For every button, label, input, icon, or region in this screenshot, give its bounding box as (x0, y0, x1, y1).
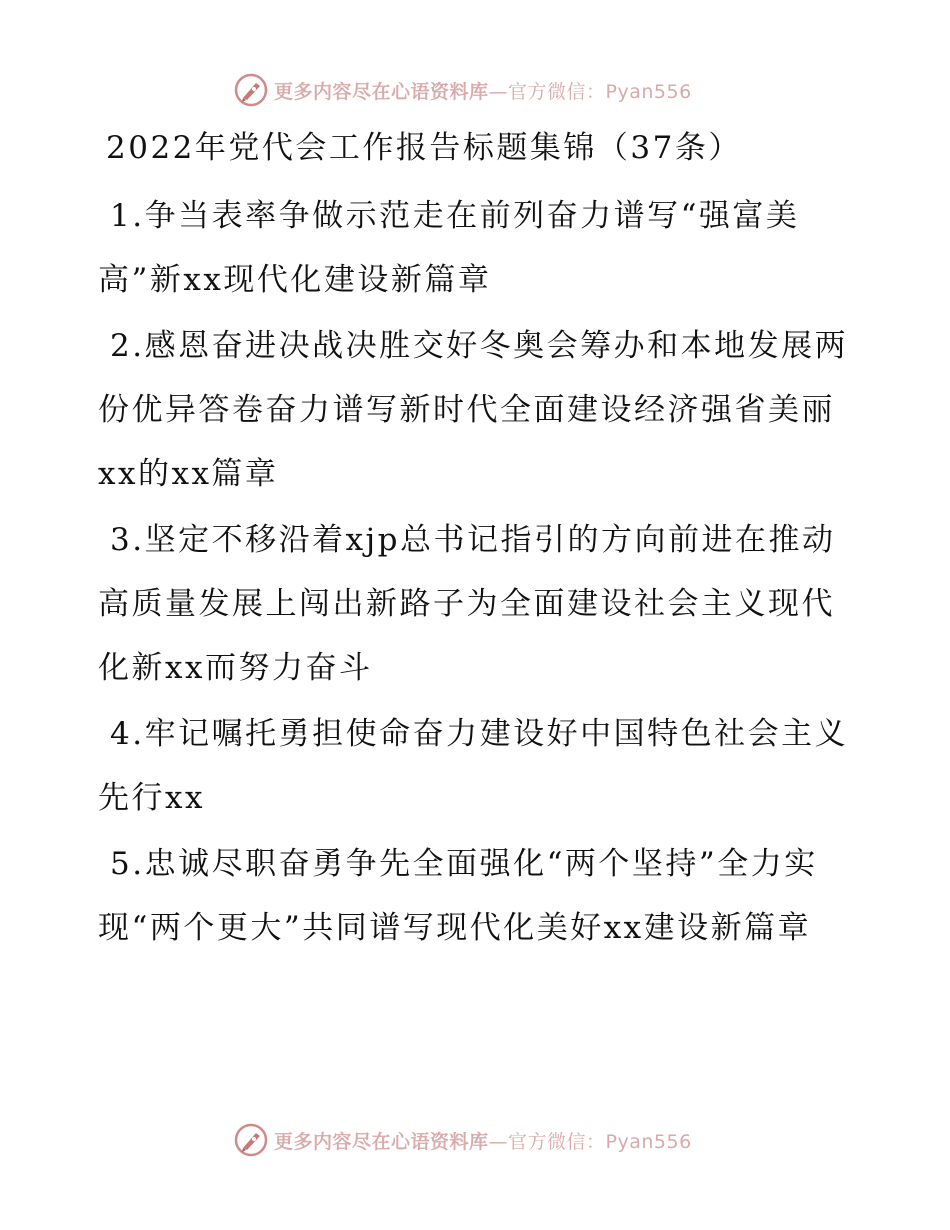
watermark-text (274, 77, 692, 104)
watermark-contact: 官方微信：Pyan556 (508, 80, 692, 103)
pen-logo-icon (234, 1123, 268, 1157)
footer-watermark (234, 1120, 692, 1160)
watermark-dash: — (488, 1130, 509, 1153)
watermark-highlight: 更多内容尽在心语资料库 (274, 80, 489, 103)
watermark-dash: — (488, 80, 509, 103)
list-item: 5.忠诚尽职奋勇争先全面强化“两个坚持”全力实现“两个更大”共同谱写现代化美好xx建设新篇章 (98, 846, 818, 946)
watermark-contact: 官方微信：Pyan556 (508, 1130, 692, 1153)
pen-logo-icon (234, 73, 268, 107)
list-item: 2.感恩奋进决战决胜交好冬奥会筹办和本地发展两份优异答卷奋力谱写新时代全面建设经济强省美丽xx的xx篇章 (98, 328, 849, 492)
list-item: 1.争当表率争做示范走在前列奋力谱写“强富美高”新xx现代化建设新篇章 (98, 198, 800, 298)
list-item: 3.坚定不移沿着xjp总书记指引的方向前进在推动高质量发展上闯出新路子为全面建设社会主义现代化新xx而努力奋斗 (98, 522, 836, 686)
document-body (98, 118, 858, 962)
list-item: 4.牢记嘱托勇担使命奋力建设好中国特色社会主义先行xx (98, 716, 849, 816)
header-watermark (234, 70, 692, 110)
watermark-text (274, 1127, 692, 1154)
watermark-highlight: 更多内容尽在心语资料库 (274, 1130, 489, 1153)
document-title: 2022年党代会工作报告标题集锦（37条） (106, 130, 742, 166)
